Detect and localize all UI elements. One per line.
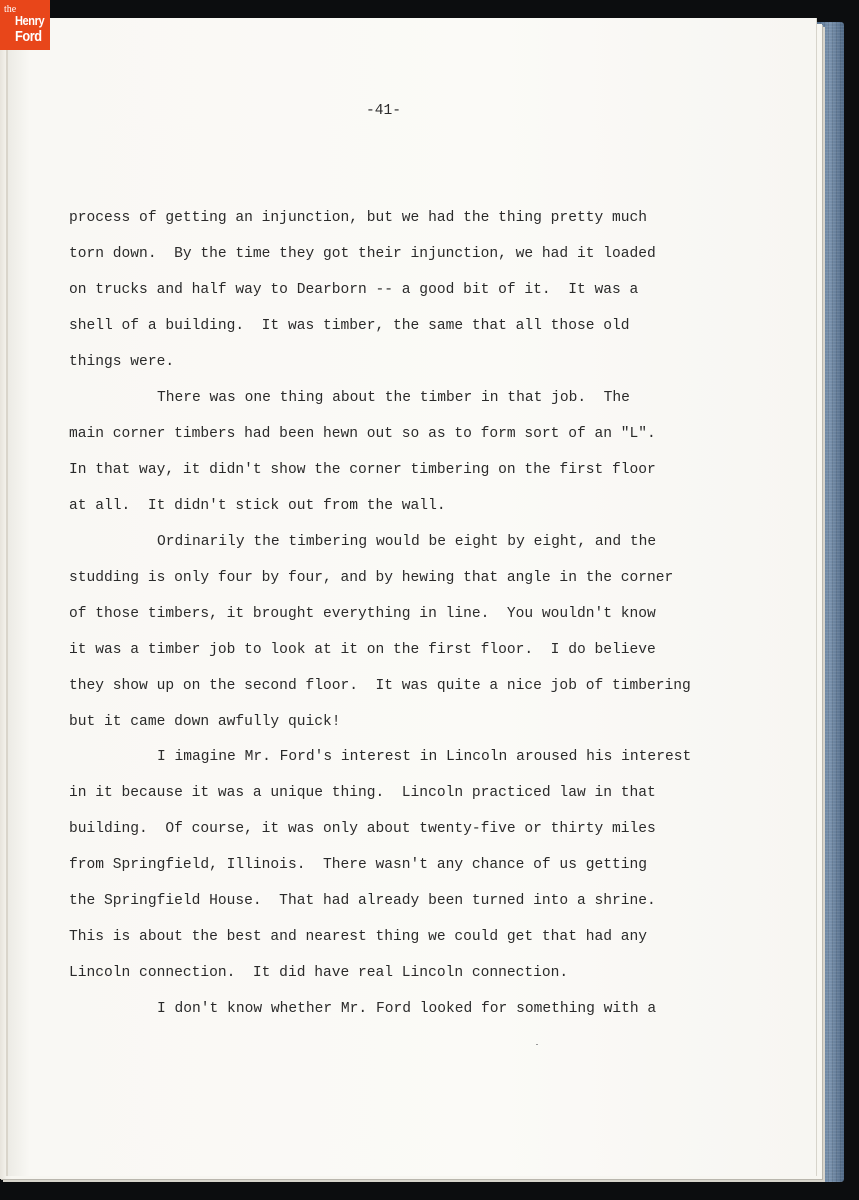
- logo-ford: Ford: [15, 28, 42, 45]
- logo-the: the: [4, 4, 17, 15]
- text-line: torn down. By the time they got their injunction, we had it loaded: [69, 246, 656, 262]
- text-line: but it came down awfully quick!: [69, 714, 341, 730]
- text-line: This is about the best and nearest thing we could get that had any: [69, 929, 648, 945]
- text-line: Lincoln connection. It did have real Lincoln connection.: [69, 965, 569, 981]
- henry-ford-logo: [0, 0, 50, 50]
- text-line: shell of a building. It was timber, the same that all those old: [69, 318, 630, 334]
- logo-henry: Henry: [15, 13, 45, 28]
- paper-speck: [536, 1044, 538, 1045]
- text-line: studding is only four by four, and by hewing that angle in the corner: [69, 570, 674, 586]
- text-line: Ordinarily the timbering would be eight by eight, and the: [157, 534, 657, 550]
- text-line: building. Of course, it was only about twenty-five or thirty miles: [69, 821, 656, 837]
- text-line: I imagine Mr. Ford's interest in Lincoln aroused his interest: [157, 749, 692, 765]
- text-line: in it because it was a unique thing. Lincoln practiced law in that: [69, 785, 656, 801]
- text-line: they show up on the second floor. It was quite a nice job of timbering: [69, 678, 691, 694]
- text-line: of those timbers, it brought everything in line. You wouldn't know: [69, 606, 656, 622]
- page-gutter: [6, 18, 8, 1176]
- text-line: process of getting an injunction, but we had the thing pretty much: [69, 210, 648, 226]
- text-line: from Springfield, Illinois. There wasn't any chance of us getting: [69, 857, 648, 873]
- text-line: There was one thing about the timber in that job. The: [157, 390, 630, 406]
- text-line: at all. It didn't stick out from the wall.: [69, 498, 446, 514]
- text-line: it was a timber job to look at it on the first floor. I do believe: [69, 642, 656, 658]
- page-number: -41-: [366, 103, 402, 119]
- text-line: the Springfield House. That had already been turned into a shrine.: [69, 893, 656, 909]
- text-line: In that way, it didn't show the corner timbering on the first floor: [69, 462, 656, 478]
- text-line: on trucks and half way to Dearborn -- a good bit of it. It was a: [69, 282, 639, 298]
- text-line: I don't know whether Mr. Ford looked for something with a: [157, 1001, 657, 1017]
- text-line: main corner timbers had been hewn out so as to form sort of an "L".: [69, 426, 656, 442]
- text-line: things were.: [69, 354, 175, 370]
